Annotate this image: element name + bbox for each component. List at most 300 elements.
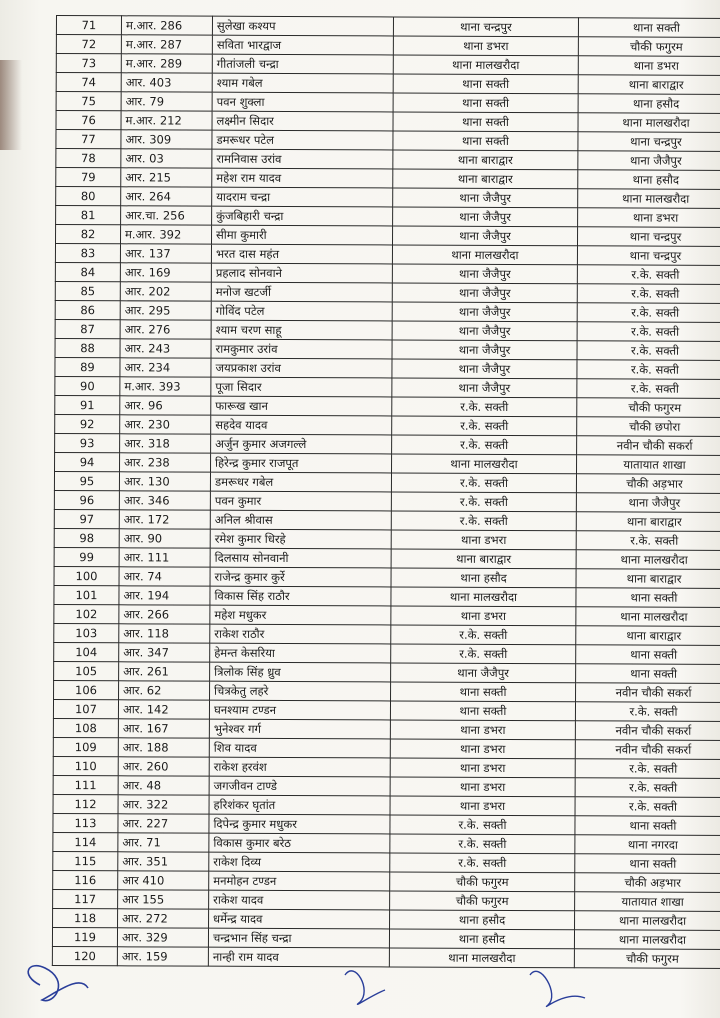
new-posting-cell: थाना मालखरौदा <box>576 607 720 627</box>
new-posting-cell: थाना जैजैपुर <box>578 151 720 171</box>
table-row <box>54 471 720 493</box>
serial-number-cell: 86 <box>55 300 120 319</box>
officer-name-cell: अनिल श्रीवास <box>210 510 391 530</box>
serial-number-cell: 99 <box>54 547 119 566</box>
current-posting-cell: थाना जैजैपुर <box>392 264 577 284</box>
table-row <box>54 566 720 588</box>
officer-name-cell: महेश मधुकर <box>210 605 391 625</box>
serial-number-cell: 103 <box>54 623 119 642</box>
new-posting-cell: र.के. सक्ती <box>577 265 720 285</box>
current-posting-cell: थाना हसौद <box>391 568 576 588</box>
table-row <box>56 225 720 247</box>
current-posting-cell: थाना सक्ती <box>390 701 575 721</box>
serial-number-cell: 95 <box>54 471 119 490</box>
new-posting-cell: चौकी फगुरम <box>577 398 720 418</box>
table-row <box>56 73 720 95</box>
new-posting-cell: चौकी छपोरा <box>577 417 720 437</box>
serial-number-cell: 117 <box>53 889 118 908</box>
new-posting-cell: नवीन चौकी सकर्रा <box>575 740 720 760</box>
officer-name-cell: विकास कुमार बरेठ <box>209 833 390 853</box>
new-posting-cell: र.के. सक्ती <box>575 778 720 798</box>
constable-number-cell: आर. 329 <box>117 928 208 947</box>
constable-number-cell: म.आर. 286 <box>121 16 212 35</box>
current-posting-cell: र.के. सक्ती <box>390 834 575 854</box>
serial-number-cell: 114 <box>53 832 118 851</box>
serial-number-cell: 85 <box>55 281 120 300</box>
serial-number-cell: 105 <box>54 661 119 680</box>
officer-name-cell: धर्मेन्द्र यादव <box>209 909 390 929</box>
constable-number-cell: आर. 243 <box>120 339 211 358</box>
table-row <box>53 756 720 778</box>
serial-number-cell: 111 <box>53 775 118 794</box>
new-posting-cell: थाना बाराद्वार <box>578 75 720 95</box>
serial-number-cell: 94 <box>55 452 120 471</box>
new-posting-cell: थाना सक्ती <box>576 645 720 665</box>
officer-name-cell: गोविंद पटेल <box>211 301 392 321</box>
new-posting-cell: थाना सक्ती <box>575 816 720 836</box>
constable-number-cell: आर. 96 <box>120 396 211 415</box>
constable-number-cell: आर. 230 <box>120 415 211 434</box>
table-row <box>54 585 720 607</box>
officer-name-cell: डमरूधर गबेल <box>210 472 391 492</box>
table-row <box>54 528 720 550</box>
constable-number-cell: आर.चा. 256 <box>121 206 212 225</box>
current-posting-cell: थाना डभरा <box>390 777 575 797</box>
current-posting-cell: थाना जैजैपुर <box>392 340 577 360</box>
table-row <box>52 946 720 968</box>
officer-name-cell: त्रिलोक सिंह ध्रुव <box>210 662 391 682</box>
current-posting-cell: थाना हसौद <box>389 929 574 949</box>
new-posting-cell: र.के. सक्ती <box>577 322 720 342</box>
constable-number-cell: आर. 172 <box>119 510 210 529</box>
current-posting-cell: र.के. सक्ती <box>391 644 576 664</box>
table-row <box>53 889 720 911</box>
serial-number-cell: 74 <box>56 73 121 92</box>
table-row <box>54 509 720 531</box>
serial-number-cell: 98 <box>54 528 119 547</box>
current-posting-cell: थाना जैजैपुर <box>392 321 577 341</box>
constable-number-cell: आर. 215 <box>121 168 212 187</box>
table-row <box>54 490 720 512</box>
constable-number-cell: आर. 227 <box>118 814 209 833</box>
new-posting-cell: चौकी फगुरम <box>578 37 720 57</box>
transfer-roster-table <box>52 15 720 969</box>
officer-name-cell: राकेश राठौर <box>210 624 391 644</box>
new-posting-cell: थाना मालखरौदा <box>578 189 720 209</box>
officer-name-cell: सुलेखा कश्यप <box>212 16 393 36</box>
constable-number-cell: आर. 159 <box>117 947 208 966</box>
table-row <box>55 300 720 322</box>
new-posting-cell: थाना चन्द्रपुर <box>577 246 720 266</box>
current-posting-cell: थाना जैजैपुर <box>392 283 577 303</box>
table-row <box>55 244 720 266</box>
constable-number-cell: आर 410 <box>118 871 209 890</box>
serial-number-cell: 97 <box>54 509 119 528</box>
serial-number-cell: 75 <box>56 92 121 111</box>
table-row <box>55 262 720 284</box>
serial-number-cell: 91 <box>55 395 120 414</box>
table-row <box>55 281 720 303</box>
officer-name-cell: पवन शुक्ला <box>212 92 393 112</box>
officer-name-cell: हेमन्त केसरिया <box>210 643 391 663</box>
current-posting-cell: थाना डभरा <box>390 758 575 778</box>
table-row <box>56 54 720 76</box>
table-row <box>52 927 720 949</box>
current-posting-cell: थाना डभरा <box>391 530 576 550</box>
current-posting-cell: थाना मालखरौदा <box>392 454 577 474</box>
current-posting-cell: र.के. सक्ती <box>391 625 576 645</box>
officer-name-cell: फारूख खान <box>211 396 392 416</box>
constable-number-cell: आर. 295 <box>120 301 211 320</box>
current-posting-cell: चौकी फगुरम <box>390 872 575 892</box>
officer-name-cell: विकास सिंह राठौर <box>210 586 391 606</box>
new-posting-cell: र.के. सक्ती <box>575 797 720 817</box>
serial-number-cell: 77 <box>56 130 121 149</box>
serial-number-cell: 107 <box>53 699 118 718</box>
constable-number-cell: आर 155 <box>118 890 209 909</box>
table-row <box>53 851 720 873</box>
officer-name-cell: गीतांजली चन्द्रा <box>212 54 393 74</box>
current-posting-cell: थाना मालखरौदा <box>391 587 576 607</box>
current-posting-cell: थाना बाराद्वार <box>393 150 578 170</box>
officer-name-cell: रामकुमार उरांव <box>211 339 392 359</box>
current-posting-cell: थाना डभरा <box>391 606 576 626</box>
constable-number-cell: आर. 90 <box>119 529 210 548</box>
constable-number-cell: आर. 266 <box>119 605 210 624</box>
serial-number-cell: 73 <box>56 54 121 73</box>
serial-number-cell: 81 <box>56 206 121 225</box>
table-row <box>53 794 720 816</box>
current-posting-cell: थाना सक्ती <box>393 131 578 151</box>
officer-name-cell: प्रहलाद सोनवाने <box>211 263 392 283</box>
current-posting-cell: र.के. सक्ती <box>390 815 575 835</box>
constable-number-cell: आर. 322 <box>118 795 209 814</box>
current-posting-cell: थाना जैजैपुर <box>391 663 576 683</box>
current-posting-cell: र.के. सक्ती <box>390 853 575 873</box>
current-posting-cell: थाना डभरा <box>393 36 578 56</box>
officer-name-cell: सविता भारद्वाज <box>212 35 393 55</box>
new-posting-cell: नवीन चौकी सकर्रा <box>575 721 720 741</box>
current-posting-cell: थाना जैजैपुर <box>392 378 577 398</box>
new-posting-cell: र.के. सक्ती <box>577 360 720 380</box>
current-posting-cell: थाना बाराद्वार <box>391 549 576 569</box>
serial-number-cell: 92 <box>55 414 120 433</box>
new-posting-cell: थाना सक्ती <box>576 664 720 684</box>
constable-number-cell: आर. 234 <box>120 358 211 377</box>
new-posting-cell: थाना हसौद <box>578 94 720 114</box>
serial-number-cell: 100 <box>54 566 119 585</box>
officer-name-cell: कुंजबिहारी चन्द्रा <box>212 206 393 226</box>
constable-number-cell: आर. 71 <box>118 833 209 852</box>
officer-name-cell: लक्ष्मीन सिदार <box>212 111 393 131</box>
constable-number-cell: आर. 142 <box>118 700 209 719</box>
table-row <box>55 338 720 360</box>
current-posting-cell: थाना जैजैपुर <box>392 302 577 322</box>
constable-number-cell: आर. 260 <box>118 757 209 776</box>
constable-number-cell: आर. 309 <box>121 130 212 149</box>
constable-number-cell: आर. 74 <box>119 567 210 586</box>
new-posting-cell: थाना जैजैपुर <box>576 493 720 513</box>
serial-number-cell: 120 <box>52 946 117 965</box>
current-posting-cell: थाना मालखरौदा <box>393 55 578 75</box>
new-posting-cell: थाना मालखरौदा <box>575 911 720 931</box>
serial-number-cell: 78 <box>56 149 121 168</box>
new-posting-cell: र.के. सक्ती <box>575 702 720 722</box>
officer-name-cell: घनश्याम टण्डन <box>209 700 390 720</box>
current-posting-cell: थाना सक्ती <box>393 112 578 132</box>
new-posting-cell: थाना चन्द्रपुर <box>577 227 720 247</box>
officer-name-cell: सहदेव यादव <box>211 415 392 435</box>
serial-number-cell: 84 <box>55 262 120 281</box>
officer-name-cell: नान्ही राम यादव <box>208 947 389 967</box>
constable-number-cell: आर. 167 <box>118 719 209 738</box>
officer-name-cell: दिलसाय सोनवानी <box>210 548 391 568</box>
new-posting-cell: र.के. सक्ती <box>577 341 720 361</box>
new-posting-cell: यातायात शाखा <box>575 892 720 912</box>
constable-number-cell: आर. 79 <box>121 92 212 111</box>
officer-name-cell: सीमा कुमारी <box>212 225 393 245</box>
current-posting-cell: चौकी फगुरम <box>390 891 575 911</box>
constable-number-cell: आर. 351 <box>118 852 209 871</box>
serial-number-cell: 89 <box>55 357 120 376</box>
officer-name-cell: चित्रकेतु लहरे <box>210 681 391 701</box>
table-row <box>54 623 720 645</box>
table-row <box>53 718 720 740</box>
officer-name-cell: पूजा सिदार <box>211 377 392 397</box>
current-posting-cell: थाना हसौद <box>390 910 575 930</box>
serial-number-cell: 115 <box>53 851 118 870</box>
table-row <box>54 604 720 626</box>
roster-body <box>52 16 720 969</box>
constable-number-cell: म.आर. 289 <box>121 54 212 73</box>
officer-name-cell: रामनिवास उरांव <box>212 149 393 169</box>
officer-name-cell: अर्जुन कुमार अजगल्ले <box>211 434 392 454</box>
new-posting-cell: थाना मालखरौदा <box>574 930 720 950</box>
table-row <box>53 813 720 835</box>
officer-name-cell: महेश राम यादव <box>212 168 393 188</box>
officer-name-cell: हरिशंकर घृतांत <box>209 795 390 815</box>
officer-name-cell: शिव यादव <box>209 738 390 758</box>
officer-name-cell: डमरूधर पटेल <box>212 130 393 150</box>
officer-name-cell: राकेश यादव <box>209 890 390 910</box>
current-posting-cell: थाना बाराद्वार <box>393 169 578 189</box>
table-row <box>53 775 720 797</box>
table-row <box>56 35 720 57</box>
constable-number-cell: आर. 118 <box>119 624 210 643</box>
new-posting-cell: थाना बाराद्वार <box>576 626 720 646</box>
constable-number-cell: आर. 188 <box>118 738 209 757</box>
page-edge-shadow <box>0 60 22 150</box>
new-posting-cell: चौकी अड़भार <box>575 873 720 893</box>
constable-number-cell: आर. 261 <box>119 662 210 681</box>
serial-number-cell: 112 <box>53 794 118 813</box>
constable-number-cell: म.आर. 212 <box>121 111 212 130</box>
officer-name-cell: जगजीवन टाण्डे <box>209 776 390 796</box>
table-row <box>53 908 720 930</box>
officer-name-cell: मनोज खटर्जी <box>211 282 392 302</box>
current-posting-cell: थाना जैजैपुर <box>393 207 578 227</box>
officer-name-cell: राकेश हरवंश <box>209 757 390 777</box>
officer-name-cell: राजेन्द्र कुमार कुर्रे <box>210 567 391 587</box>
constable-number-cell: आर. 264 <box>121 187 212 206</box>
table-row <box>54 680 720 702</box>
constable-number-cell: म.आर. 287 <box>121 35 212 54</box>
constable-number-cell: आर. 272 <box>118 909 209 928</box>
officer-name-cell: मनमोहन टण्डन <box>209 871 390 891</box>
new-posting-cell: थाना मालखरौदा <box>576 550 720 570</box>
table-row <box>56 206 720 228</box>
current-posting-cell: र.के. सक्ती <box>391 492 576 512</box>
new-posting-cell: र.के. सक्ती <box>575 759 720 779</box>
serial-number-cell: 88 <box>55 338 120 357</box>
serial-number-cell: 90 <box>55 376 120 395</box>
constable-number-cell: आर. 238 <box>120 453 211 472</box>
current-posting-cell: थाना मालखरौदा <box>392 245 577 265</box>
officer-name-cell: दिपेन्द्र कुमार मधुकर <box>209 814 390 834</box>
new-posting-cell: थाना मालखरौदा <box>578 113 720 133</box>
serial-number-cell: 93 <box>55 433 120 452</box>
current-posting-cell: थाना मालखरौदा <box>389 948 574 968</box>
new-posting-cell: थाना बाराद्वार <box>576 512 720 532</box>
table-row <box>56 111 720 133</box>
current-posting-cell: थाना जैजैपुर <box>392 359 577 379</box>
serial-number-cell: 72 <box>56 35 121 54</box>
serial-number-cell: 87 <box>55 319 120 338</box>
officer-name-cell: पवन कुमार <box>210 491 391 511</box>
current-posting-cell: र.के. सक्ती <box>391 473 576 493</box>
serial-number-cell: 80 <box>56 187 121 206</box>
new-posting-cell: थाना सक्ती <box>575 854 720 874</box>
new-posting-cell: र.के. सक्ती <box>576 531 720 551</box>
table-row <box>56 168 720 190</box>
serial-number-cell: 82 <box>56 225 121 244</box>
constable-number-cell: आर. 62 <box>119 681 210 700</box>
serial-number-cell: 113 <box>53 813 118 832</box>
serial-number-cell: 116 <box>53 870 118 889</box>
current-posting-cell: थाना चन्द्रपुर <box>393 17 578 37</box>
serial-number-cell: 109 <box>53 737 118 756</box>
officer-name-cell: हिरेन्द्र कुमार राजपूत <box>211 453 392 473</box>
serial-number-cell: 96 <box>54 490 119 509</box>
new-posting-cell: चौकी अड़भार <box>576 474 720 494</box>
serial-number-cell: 76 <box>56 111 121 130</box>
new-posting-cell: थाना बाराद्वार <box>576 569 720 589</box>
current-posting-cell: थाना डभरा <box>390 720 575 740</box>
current-posting-cell: थाना जैजैपुर <box>392 226 577 246</box>
constable-number-cell: म.आर. 393 <box>120 377 211 396</box>
officer-name-cell: भरत दास महंत <box>211 244 392 264</box>
current-posting-cell: र.के. सक्ती <box>392 397 577 417</box>
table-row <box>55 414 720 436</box>
constable-number-cell: आर. 03 <box>121 149 212 168</box>
constable-number-cell: आर. 111 <box>119 548 210 567</box>
officer-name-cell: चन्द्रभान सिंह चन्द्रा <box>208 928 389 948</box>
constable-number-cell: आर. 346 <box>119 491 210 510</box>
serial-number-cell: 79 <box>56 168 121 187</box>
constable-number-cell: आर. 194 <box>119 586 210 605</box>
serial-number-cell: 83 <box>55 244 120 263</box>
table-row <box>53 699 720 721</box>
constable-number-cell: आर. 403 <box>121 73 212 92</box>
new-posting-cell: थाना सक्ती <box>578 18 720 38</box>
current-posting-cell: थाना डभरा <box>390 739 575 759</box>
table-row <box>56 130 720 152</box>
new-posting-cell: र.के. सक्ती <box>577 379 720 399</box>
constable-number-cell: आर. 130 <box>119 472 210 491</box>
table-row <box>56 187 720 209</box>
new-posting-cell: नवीन चौकी सकर्रा <box>576 683 720 703</box>
table-row <box>53 870 720 892</box>
constable-number-cell: आर. 169 <box>120 263 211 282</box>
table-row <box>54 642 720 664</box>
constable-number-cell: आर. 276 <box>120 320 211 339</box>
new-posting-cell: थाना चन्द्रपुर <box>578 132 720 152</box>
current-posting-cell: थाना सक्ती <box>391 682 576 702</box>
serial-number-cell: 102 <box>54 604 119 623</box>
current-posting-cell: थाना सक्ती <box>393 74 578 94</box>
current-posting-cell: र.के. सक्ती <box>392 416 577 436</box>
officer-name-cell: रमेश कुमार धिरहे <box>210 529 391 549</box>
table-row <box>54 547 720 569</box>
table-row <box>55 319 720 341</box>
current-posting-cell: थाना सक्ती <box>393 93 578 113</box>
table-row <box>56 149 720 171</box>
serial-number-cell: 106 <box>54 680 119 699</box>
new-posting-cell: थाना हसौद <box>578 170 720 190</box>
new-posting-cell: नवीन चौकी सकर्रा <box>577 436 720 456</box>
serial-number-cell: 119 <box>52 927 117 946</box>
constable-number-cell: आर. 137 <box>120 244 211 263</box>
current-posting-cell: थाना जैजैपुर <box>393 188 578 208</box>
constable-number-cell: आर. 202 <box>120 282 211 301</box>
current-posting-cell: र.के. सक्ती <box>391 511 576 531</box>
new-posting-cell: थाना सक्ती <box>576 588 720 608</box>
current-posting-cell: थाना डभरा <box>390 796 575 816</box>
officer-name-cell: जयप्रकाश उरांव <box>211 358 392 378</box>
new-posting-cell: र.के. सक्ती <box>577 284 720 304</box>
new-posting-cell: थाना नगरदा <box>575 835 720 855</box>
new-posting-cell: थाना डभरा <box>578 208 720 228</box>
new-posting-cell: थाना डभरा <box>578 56 720 76</box>
serial-number-cell: 118 <box>53 908 118 927</box>
new-posting-cell: चौकी फगुरम <box>574 949 720 969</box>
table-row <box>55 395 720 417</box>
constable-number-cell: म.आर. 392 <box>121 225 212 244</box>
constable-number-cell: आर. 48 <box>118 776 209 795</box>
serial-number-cell: 101 <box>54 585 119 604</box>
constable-number-cell: आर. 347 <box>119 643 210 662</box>
table-row <box>55 433 720 455</box>
serial-number-cell: 71 <box>56 16 121 35</box>
officer-name-cell: श्याम गबेल <box>212 73 393 93</box>
table-row <box>55 376 720 398</box>
table-row <box>56 92 720 114</box>
officer-name-cell: राकेश दिव्य <box>209 852 390 872</box>
constable-number-cell: आर. 318 <box>120 434 211 453</box>
table-row <box>55 452 720 474</box>
table-row <box>56 16 720 38</box>
table-row <box>54 661 720 683</box>
serial-number-cell: 110 <box>53 756 118 775</box>
current-posting-cell: र.के. सक्ती <box>392 435 577 455</box>
table-row <box>53 832 720 854</box>
table-row <box>55 357 720 379</box>
new-posting-cell: यातायात शाखा <box>577 455 720 475</box>
officer-name-cell: श्याम चरण साहू <box>211 320 392 340</box>
officer-name-cell: यादराम चन्द्रा <box>212 187 393 207</box>
serial-number-cell: 104 <box>54 642 119 661</box>
officer-name-cell: भुनेश्वर गर्ग <box>209 719 390 739</box>
